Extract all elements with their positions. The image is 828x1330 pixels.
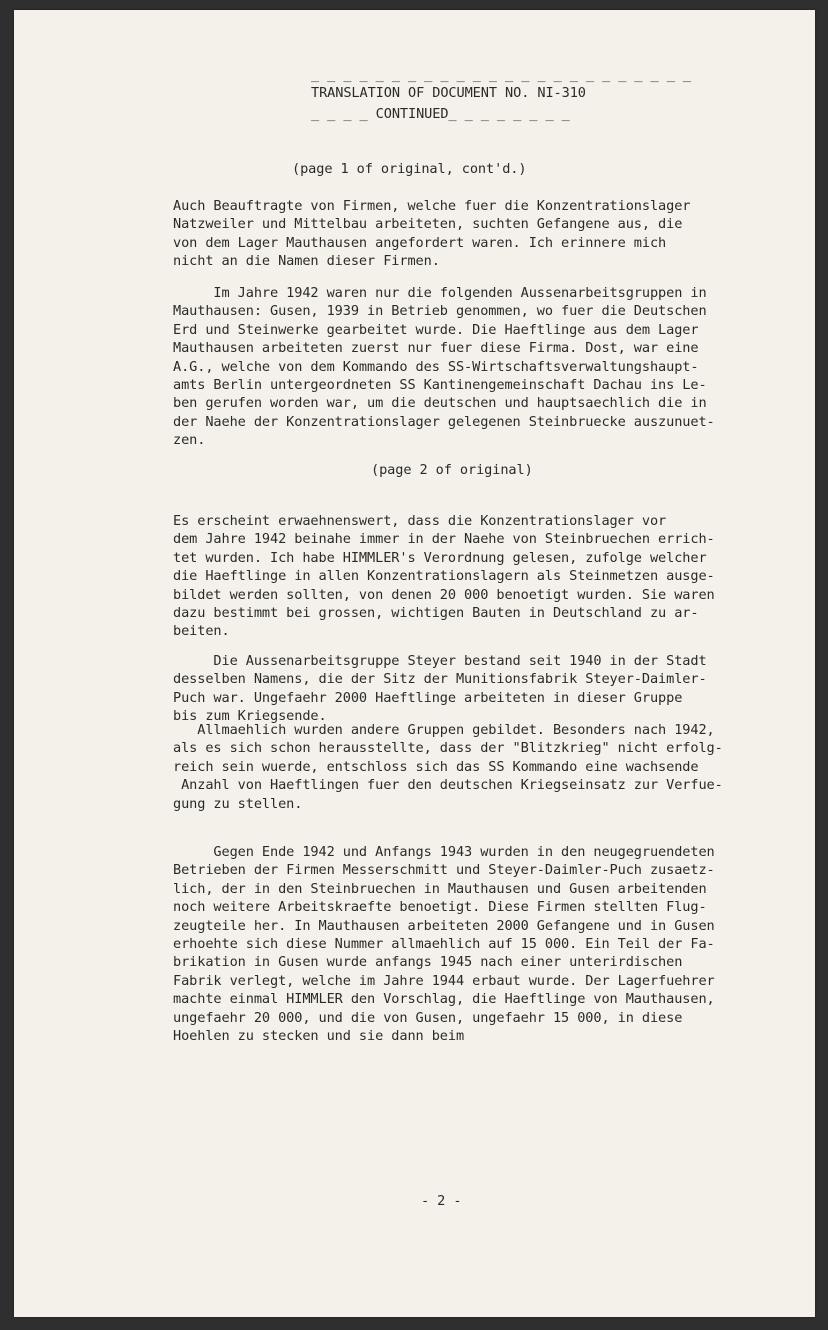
paragraph-5: Allmaehlich wurden andere Gruppen gebildet. Besonders nach 1942, als es sich schon herausstellte, dass der "Blitzkrieg" nicht erfolg- reich sein wuerde, entschloss sich das SS Kommando eine wachsende Anzahl von Haeftlingen fuer den deutschen Kriegseinsatz zur Verfue- gung zu stellen.	[173, 722, 723, 812]
paragraph-6: Gegen Ende 1942 und Anfangs 1943 wurden in den neugegruendeten Betrieben der Firmen Messerschmitt und Steyer-Daimler-Puch zusaetz- lich, der in den Steinbruechen in Mauthausen und Gusen arbeitenden noch weitere Arbeitskraefte benoetigt. Diese Firmen stellten Flug- zeugteile her. In Mauthausen arbeiteten 2000 Gefangene und in Gusen erhoehte sich diese Nummer allmaehlich auf 15 000. Ein Teil der Fa- brikation in Gusen wurde anfangs 1945 nach einer unterirdischen Fabrik verlegt, welche im Jahre 1944 erbaut wurde. Der Lagerfuehrer machte einmal HIMMLER den Vorschlag, die Haeftlinge von Mauthausen, ungefaehr 20 000, und die von Gusen, ungefaehr 15 000, in diese Hoehlen zu stecken und sie dann beim	[173, 844, 715, 1045]
page-number: - 2 -	[421, 1193, 462, 1209]
page-reference-1: (page 1 of original, cont'd.)	[292, 161, 527, 177]
document-page	[14, 10, 815, 1317]
paragraph-4: Die Aussenarbeitsgruppe Steyer bestand seit 1940 in der Stadt desselben Namens, die der Sitz der Munitionsfabrik Steyer-Daimler- Puch war. Ungefaehr 2000 Haeftlinge arbeiteten in dieser Gruppe bis zum Kriegsende.	[173, 653, 707, 725]
page-reference-2: (page 2 of original)	[371, 462, 533, 478]
paragraph-3: Es erscheint erwaehnenswert, dass die Konzentrationslager vor dem Jahre 1942 beinahe immer in der Naehe von Steinbruechen errich- tet wurden. Ich habe HIMMLER's Verordnung gelesen, zufolge welcher die Haeftlinge in allen Konzentrationslagern als Steinmetzen ausge- bildet werden sollten, von denen 20 000 benoetigt wurden. Sie waren dazu bestimmt bei grossen, wichtigen Bauten in Deutschland zu ar- beiten.	[173, 513, 715, 640]
document-title-continued: _ _ _ _ CONTINUED_ _ _ _ _ _ _ _	[311, 106, 570, 122]
paragraph-2: Im Jahre 1942 waren nur die folgenden Aussenarbeitsgruppen in Mauthausen: Gusen, 1939 in Betrieb genommen, wo fuer die Deutschen Erd und Steinwerke gearbeitet wurde. Die Haeftlinge aus dem Lager Mauthausen arbeiteten zuerst nur fuer diese Firma. Dost, war eine A.G., welche von dem Kommando des SS-Wirtschaftsverwaltungshaupt- amts Berlin untergeordneten SS Kantinengemeinschaft Dachau ins Le- ben gerufen worden war, um die deutschen und hauptsaechlich die in der Naehe der Konzentrationslager gelegenen Steinbruecke auszunuet- zen.	[173, 285, 715, 449]
paragraph-1: Auch Beauftragte von Firmen, welche fuer die Konzentrationslager Natzweiler und Mittelbau arbeiteten, suchten Gefangene aus, die von dem Lager Mauthausen angefordert waren. Ich erinnere mich nicht an die Namen dieser Firmen.	[173, 198, 691, 270]
document-title: _ _ _ _ _ _ _ _ _ _ _ _ _ _ _ _ _ _ _ _ _ _ _ _ TRANSLATION OF DOCUMENT NO. NI-310	[311, 67, 691, 102]
